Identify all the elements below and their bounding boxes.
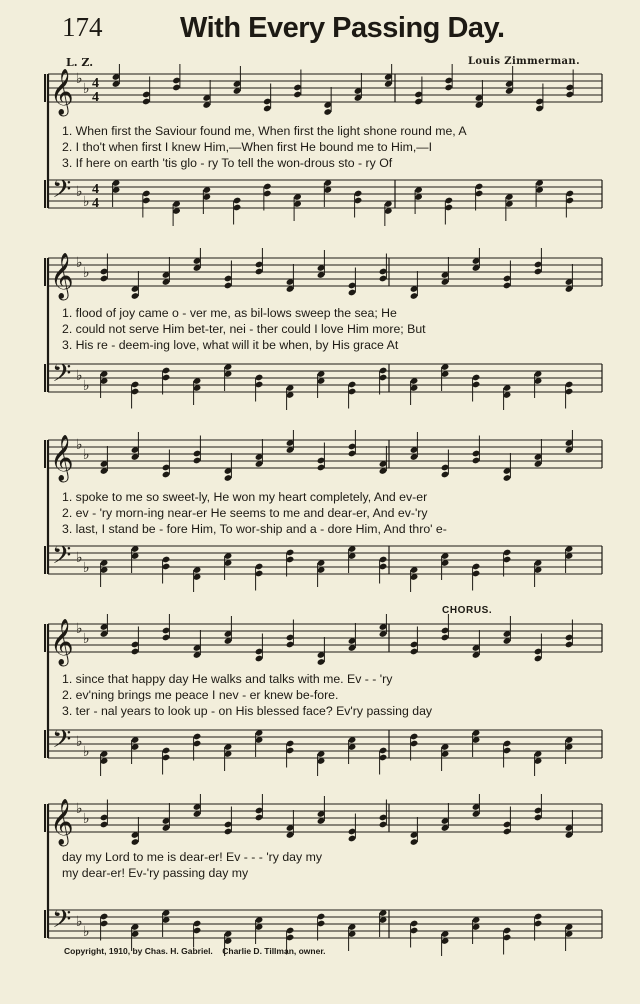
lyric-verse-3: 3. If here on earth 'tis glo - ry To tell the won-drous sto - ry Of xyxy=(62,156,393,170)
chorus-label: CHORUS. xyxy=(442,605,493,616)
hymn-number: 174 xyxy=(62,12,103,42)
composer-credit: Louis Zimmerman. xyxy=(468,56,580,67)
music-system-1 xyxy=(40,64,605,226)
svg-text:𝄢: 𝄢 xyxy=(52,905,72,940)
svg-text:♭: ♭ xyxy=(83,447,90,463)
lyric-chorus-upper: day my Lord to me is dear-er! Ev - - - 'ry day my xyxy=(62,850,322,864)
lyric-verse-3: 3. last, I stand be - fore Him, To wor-ship and a - dore Him, And thro' e- xyxy=(62,522,447,536)
svg-text:♭: ♭ xyxy=(83,811,90,827)
meter-initials: L. Z. xyxy=(66,56,94,69)
music-system-5 xyxy=(40,794,605,956)
svg-text:♭: ♭ xyxy=(83,560,90,576)
svg-text:𝄞: 𝄞 xyxy=(50,435,74,481)
svg-text:4: 4 xyxy=(92,76,99,91)
svg-text:♭: ♭ xyxy=(76,801,83,817)
lyric-verse-2: 2. I tho't when first I knew Him,—When first He bound me to Him,—I xyxy=(62,140,433,154)
svg-text:♭: ♭ xyxy=(76,550,83,566)
svg-text:♭: ♭ xyxy=(76,71,83,87)
svg-text:♭: ♭ xyxy=(83,194,90,210)
copyright-text: Copyright, 1910, by Chas. H. Gabriel. xyxy=(64,946,213,956)
lyric-verse-1: 1. spoke to me so sweet-ly, He won my heart completely, And ev-er xyxy=(62,490,428,504)
svg-text:♭: ♭ xyxy=(83,378,90,394)
svg-text:♭: ♭ xyxy=(76,621,83,637)
svg-text:♭: ♭ xyxy=(83,924,90,940)
svg-text:♭: ♭ xyxy=(76,734,83,750)
svg-text:𝄞: 𝄞 xyxy=(50,69,74,115)
svg-text:4: 4 xyxy=(92,90,99,105)
svg-text:♭: ♭ xyxy=(83,744,90,760)
hymn-title: With Every Passing Day. xyxy=(180,12,505,44)
svg-text:𝄢: 𝄢 xyxy=(52,359,72,394)
svg-text:♭: ♭ xyxy=(83,81,90,97)
svg-text:♭: ♭ xyxy=(83,265,90,281)
lyric-verse-2: 2. ev'ning brings me peace I nev - er knew be-fore. xyxy=(62,688,339,702)
lyric-chorus-lower: my dear-er! Ev-'ry passing day my xyxy=(62,866,249,880)
svg-text:♭: ♭ xyxy=(76,914,83,930)
svg-text:♭: ♭ xyxy=(76,255,83,271)
music-system-4 xyxy=(40,605,605,776)
svg-text:4: 4 xyxy=(92,182,99,197)
svg-text:𝄞: 𝄞 xyxy=(50,619,74,665)
lyric-verse-1: 1. since that happy day He walks and talks with me. Ev - - 'ry xyxy=(62,672,393,686)
music-system-2 xyxy=(40,248,605,410)
svg-text:♭: ♭ xyxy=(76,368,83,384)
lyric-verse-3: 3. ter - nal years to look up - on His blessed face? Ev'ry passing day xyxy=(62,704,433,718)
svg-text:𝄞: 𝄞 xyxy=(50,799,74,845)
lyric-verse-1: 1. When first the Saviour found me, When first the light shone round me, A xyxy=(62,124,467,138)
svg-text:♭: ♭ xyxy=(83,631,90,647)
music-system-3 xyxy=(40,430,605,592)
lyric-verse-2: 2. ev - 'ry morn-ing near-er He seems to me and dear-er, And ev-'ry xyxy=(62,506,428,520)
svg-text:𝄢: 𝄢 xyxy=(52,541,72,576)
lyric-verse-1: 1. flood of joy came o - ver me, as bil-lows sweep the sea; He xyxy=(62,306,397,320)
lyric-verse-2: 2. could not serve Him bet-ter, nei - ther could I love Him more; But xyxy=(62,322,426,336)
svg-text:4: 4 xyxy=(92,196,99,211)
svg-text:♭: ♭ xyxy=(76,184,83,200)
copyright-notice xyxy=(64,946,326,956)
svg-text:𝄞: 𝄞 xyxy=(50,253,74,299)
lyric-verse-3: 3. His re - deem-ing love, what will it be when, by His grace At xyxy=(62,338,399,352)
owner-text: Charlie D. Tillman, owner. xyxy=(222,946,326,956)
svg-text:♭: ♭ xyxy=(76,437,83,453)
svg-text:𝄢: 𝄢 xyxy=(52,725,72,760)
svg-text:𝄢: 𝄢 xyxy=(52,175,72,210)
